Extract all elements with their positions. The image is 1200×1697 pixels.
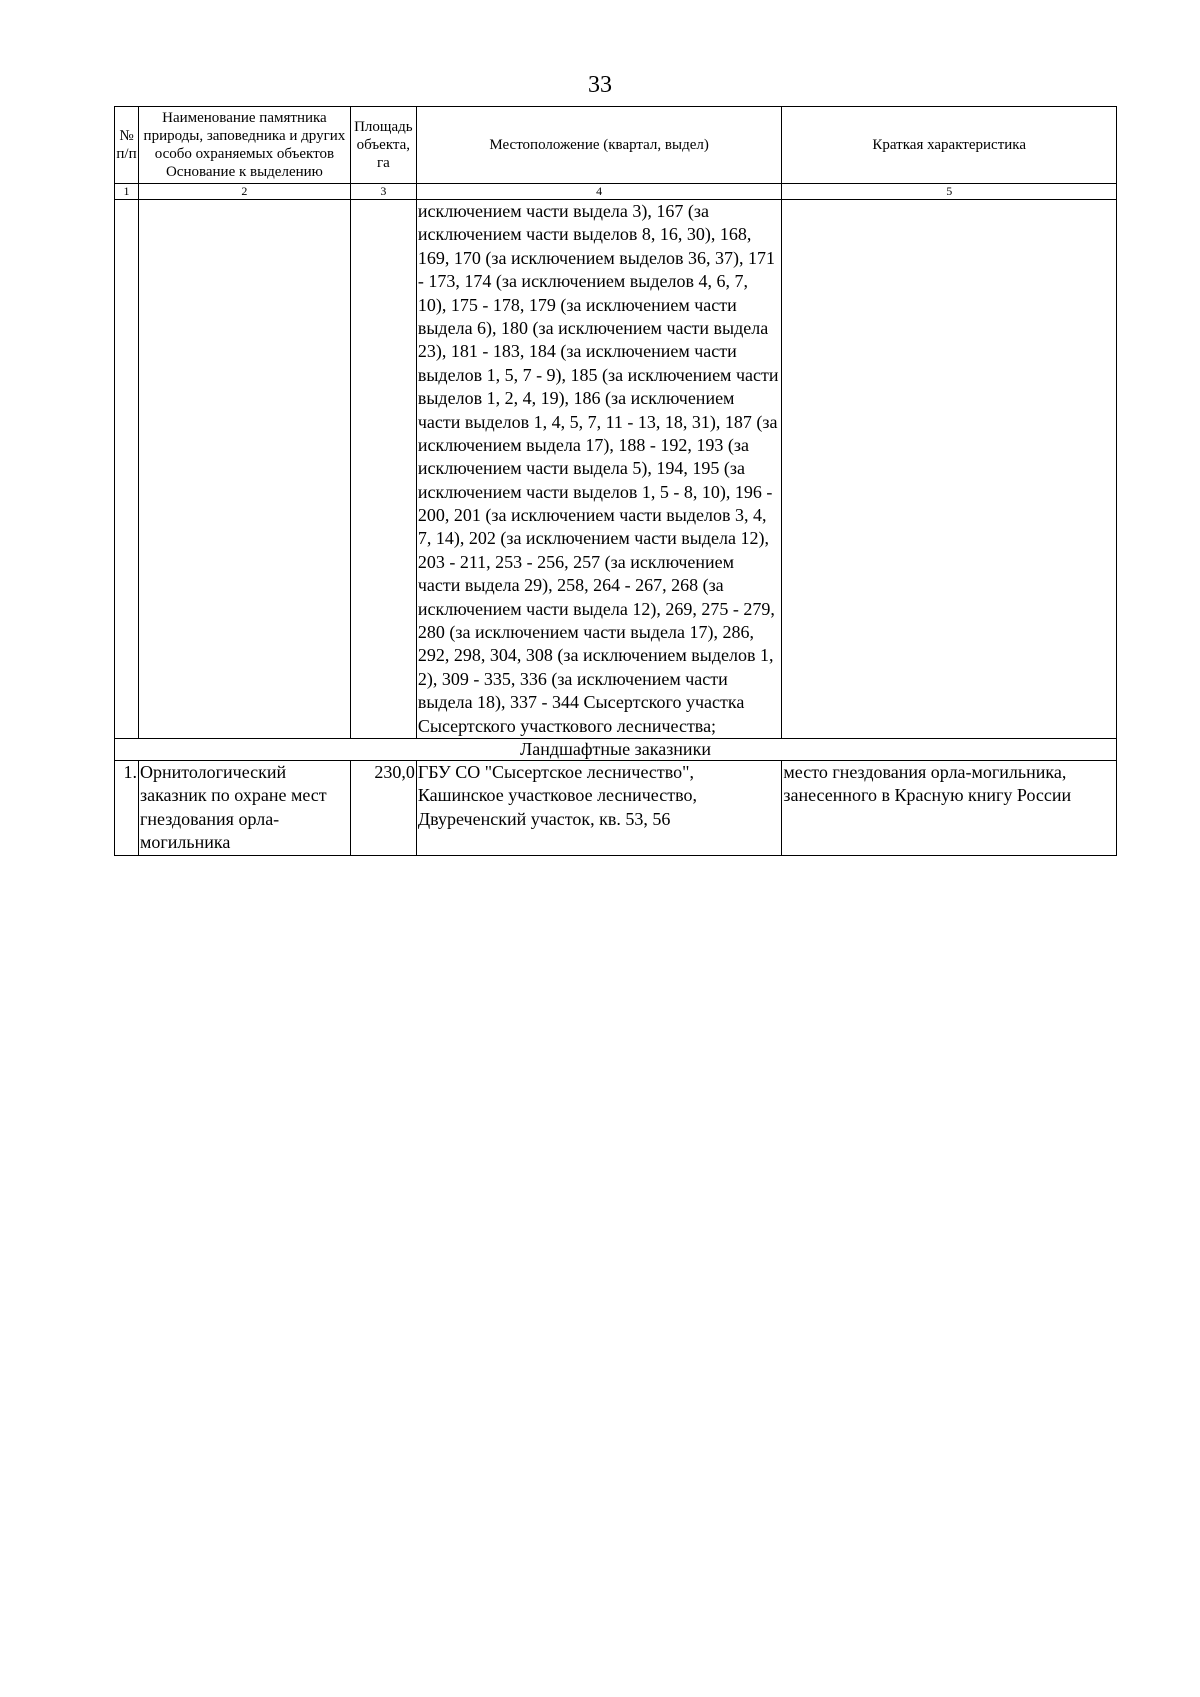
header-location: Местоположение (квартал, выдел) bbox=[416, 107, 782, 184]
header-number: № п/п bbox=[115, 107, 139, 184]
header-name: Наименование памятника природы, заповедника и других особо охраняемых объектов Основание к выделению bbox=[138, 107, 350, 184]
row-name: Орнитологический заказник по охране мест гнездования орла-могильника bbox=[138, 760, 350, 855]
continuation-row bbox=[115, 200, 1117, 739]
column-number: 5 bbox=[782, 184, 1117, 200]
page-number: 33 bbox=[588, 72, 612, 98]
row-number: 1. bbox=[115, 760, 139, 855]
row-area: 230,0 bbox=[350, 760, 416, 855]
column-number: 2 bbox=[138, 184, 350, 200]
column-number: 1 bbox=[115, 184, 139, 200]
column-number: 4 bbox=[416, 184, 782, 200]
section-row bbox=[115, 738, 1117, 760]
column-numbers-row bbox=[115, 184, 1117, 200]
header-row bbox=[115, 107, 1117, 184]
column-number: 3 bbox=[350, 184, 416, 200]
row-description: место гнездования орла-могильника, занесенного в Красную книгу России bbox=[782, 760, 1117, 855]
row-location: ГБУ СО "Сысертское лесничество", Кашинское участковое лесничество, Двуреченский участок, кв. 53, 56 bbox=[416, 760, 782, 855]
protected-areas-table bbox=[114, 106, 1117, 856]
header-area: Площадь объекта, га bbox=[350, 107, 416, 184]
header-description: Краткая характеристика bbox=[782, 107, 1117, 184]
location-continuation: исключением части выдела 3), 167 (за исключением части выделов 8, 16, 30), 168, 169, 170 (за исключением выделов 36, 37), 171 - 173, 174 (за исключением выделов 4, 6, 7, 10), 175 - 178, 179 (за исключением части выдела 6), 180 (за исключением части выдела 23), 181 - 183, 184 (за исключением части выделов 1, 5, 7 - 9), 185 (за исключением части выделов 1, 2, 4, 19), 186 (за исключением части выделов 1, 4, 5, 7, 11 - 13, 18, 31), 187 (за исключением выдела 17), 188 - 192, 193 (за исключением части выдела 5), 194, 195 (за исключением части выделов 1, 5 - 8, 10), 196 - 200, 201 (за исключением части выделов 3, 4, 7, 14), 202 (за исключением части выдела 12), 203 - 211, 253 - 256, 257 (за исключением части выдела 29), 258, 264 - 267, 268 (за исключением части выдела 12), 269, 275 - 279, 280 (за исключением части выдела 17), 286, 292, 298, 304, 308 (за исключением выделов 1, 2), 309 - 335, 336 (за исключением части выдела 18), 337 - 344 Сысертского участка Сысертского участкового лесничества; bbox=[416, 200, 782, 739]
table-row bbox=[115, 760, 1117, 855]
section-title: Ландшафтные заказники bbox=[115, 738, 1117, 760]
